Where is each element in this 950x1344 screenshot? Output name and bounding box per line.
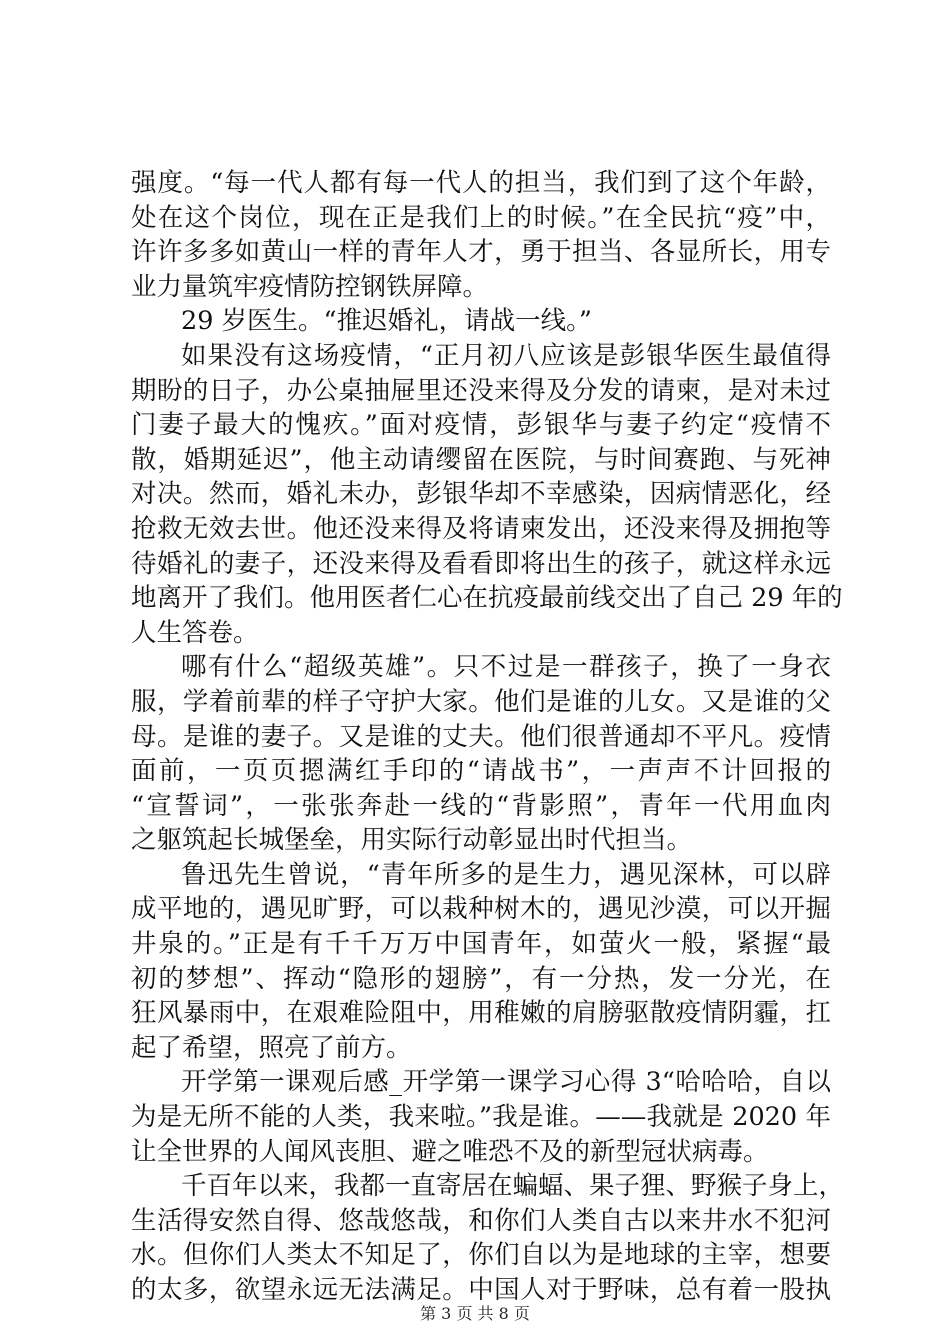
text-line: 强度。“每一代人都有每一代人的担当，我们到了这个年龄， — [131, 168, 831, 198]
text-line: 狂风暴雨中，在艰难险阻中，用稚嫩的肩膀驱散疫情阴霾，扛 — [131, 998, 831, 1029]
text-line: 待婚礼的妻子，还没来得及看看即将出生的孩子，就这样永远 — [131, 548, 831, 579]
text-line: 起了希望，照亮了前方。 — [131, 1032, 412, 1063]
text-line: 29 岁医生。“推迟婚礼，请战一线。” — [181, 306, 592, 337]
text-line: 鲁迅先生曾说，“青年所多的是生力，遇见深林，可以辟 — [181, 859, 831, 890]
text-line: 的太多，欲望永远无法满足。中国人对于野味，总有着一股执 — [131, 1275, 831, 1305]
text-line: 抢救无效去世。他还没来得及将请柬发出，还没来得及拥抱等 — [131, 513, 831, 544]
text-line: 散，婚期延迟”，他主动请缨留在医院，与时间赛跑、与死神 — [131, 444, 831, 475]
text-line: 服，学着前辈的样子守护大家。他们是谁的儿女。又是谁的父 — [131, 686, 831, 717]
text-line: 开学第一课观后感_开学第一课学习心得 3“哈哈哈，自以 — [181, 1067, 831, 1098]
text-line: 对决。然而，婚礼未办，彭银华却不幸感染，因病情恶化，经 — [131, 479, 831, 510]
text-line: 人生答卷。 — [131, 617, 259, 648]
document-body — [131, 166, 845, 1308]
text-line: 初的梦想”、挥动“隐形的翅膀”，有一分热，发一分光，在 — [131, 963, 831, 994]
text-line: 生活得安然自得、悠哉悠哉，和你们人类自古以来井水不犯河 — [131, 1205, 831, 1236]
text-line: 如果没有这场疫情，“正月初八应该是彭银华医生最值得 — [181, 340, 831, 371]
text-line: 处在这个岗位，现在正是我们上的时候。”在全民抗“疫”中， — [131, 202, 831, 233]
page-number-footer: 第 3 页 共 8 页 — [420, 1304, 530, 1323]
text-line: 许许多多如黄山一样的青年人才，勇于担当、各显所长，用专 — [131, 237, 831, 268]
text-line: 母。是谁的妻子。又是谁的丈夫。他们很普通却不平凡。疫情 — [131, 721, 831, 752]
text-line: 成平地的，遇见旷野，可以栽种树木的，遇见沙漠，可以开掘 — [131, 894, 831, 925]
text-line: “宣誓词”，一张张奔赴一线的“背影照”，青年一代用血肉 — [131, 790, 831, 821]
text-line: 业力量筑牢疫情防控钢铁屏障。 — [131, 271, 489, 302]
text-line: 地离开了我们。他用医者仁心在抗疫最前线交出了自己 29 年的 — [131, 583, 843, 614]
text-line: 千百年以来，我都一直寄居在蝙蝠、果子狸、野猴子身上， — [181, 1171, 845, 1202]
text-line: 为是无所不能的人类，我来啦。”我是谁。——我就是 2020 年 — [131, 1102, 831, 1133]
text-line: 水。但你们人类太不知足了，你们自以为是地球的主宰，想要 — [131, 1240, 831, 1271]
text-line: 面前，一页页摁满红手印的“请战书”，一声声不计回报的 — [131, 756, 831, 787]
text-line: 让全世界的人闻风丧胆、避之唯恐不及的新型冠状病毒。 — [131, 1136, 769, 1167]
text-line: 哪有什么“超级英雄”。只不过是一群孩子，换了一身衣 — [181, 652, 831, 683]
text-line: 井泉的。”正是有千千万万中国青年，如萤火一般，紧握“最 — [131, 929, 831, 960]
text-line: 期盼的日子，办公桌抽屉里还没来得及分发的请柬，是对未过 — [131, 375, 831, 406]
text-line: 之躯筑起长城堡垒，用实际行动彰显出时代担当。 — [131, 825, 693, 856]
text-line: 门妻子最大的愧疚。”面对疫情，彭银华与妻子约定“疫情不 — [131, 410, 831, 441]
